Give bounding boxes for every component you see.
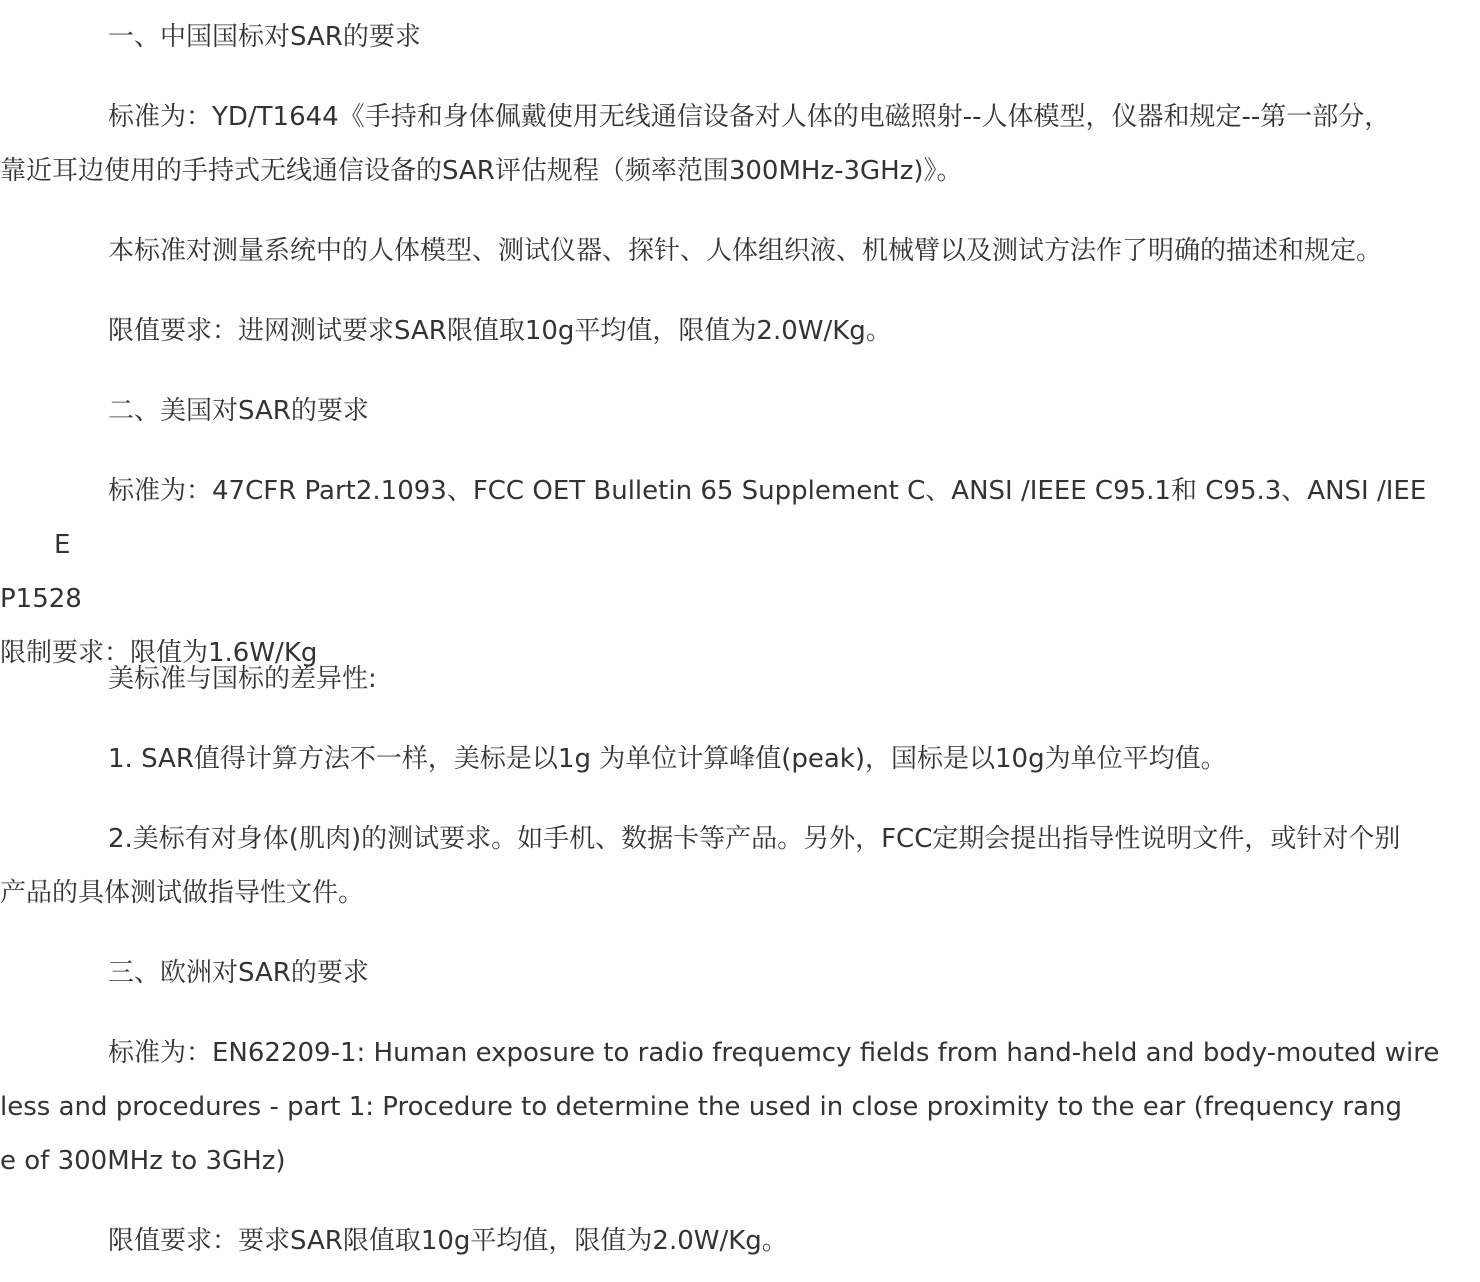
eu-standard-line2: less and procedures - part 1: Procedure to determine the used in close proximity to the ear (frequency rang (0, 1092, 1403, 1122)
china-standard (0, 90, 1440, 198)
us-limit: 限制要求：限值为1.6W/Kg (0, 638, 318, 668)
us-heading: 二、美国对SAR的要求 (108, 396, 369, 426)
us-standard-line2: P1528 (0, 584, 82, 614)
china-standard-line2: 靠近耳边使用的手持式无线通信设备的SAR评估规程（频率范围300MHz-3GHz)》。 (0, 156, 963, 186)
diff-heading: 美标准与国标的差异性: (108, 664, 377, 694)
china-standard-line1: 标准为：YD/T1644《手持和身体佩戴使用无线通信设备对人体的电磁照射--人体模型，仪器和规定--第一部分， (108, 102, 1391, 132)
eu-standard (0, 1026, 1440, 1188)
diff-item-1: 1. SAR值得计算方法不一样，美标是以1g 为单位计算峰值(peak)，国标是以10g为单位平均值。 (108, 744, 1227, 774)
eu-limit: 限值要求：要求SAR限值取10g平均值，限值为2.0W/Kg。 (108, 1226, 788, 1256)
us-standard-line1: 标准为：47CFR Part2.1093、FCC OET Bulletin 65 Supplement C、ANSI /IEEE C95.1和 C95.3、ANSI /IEEE (54, 476, 1427, 560)
diff-item-2-line1: 2.美标有对身体(肌肉)的测试要求。如手机、数据卡等产品。另外，FCC定期会提出指导性说明文件，或针对个别 (108, 824, 1401, 854)
china-limit: 限值要求：进网测试要求SAR限值取10g平均值，限值为2.0W/Kg。 (108, 316, 892, 346)
us-standard (0, 464, 1440, 680)
china-description: 本标准对测量系统中的人体模型、测试仪器、探针、人体组织液、机械臂以及测试方法作了明确的描述和规定。 (108, 236, 1383, 266)
china-heading: 一、中国国标对SAR的要求 (108, 22, 421, 52)
diff-item-2 (0, 812, 1440, 920)
eu-heading: 三、欧洲对SAR的要求 (108, 958, 369, 988)
eu-standard-line3: e of 300MHz to 3GHz) (0, 1146, 286, 1176)
diff-item-2-line2: 产品的具体测试做指导性文件。 (0, 878, 365, 908)
eu-standard-line1: 标准为：EN62209-1: Human exposure to radio frequemcy fields from hand-held and body-mouted wire (108, 1038, 1440, 1068)
